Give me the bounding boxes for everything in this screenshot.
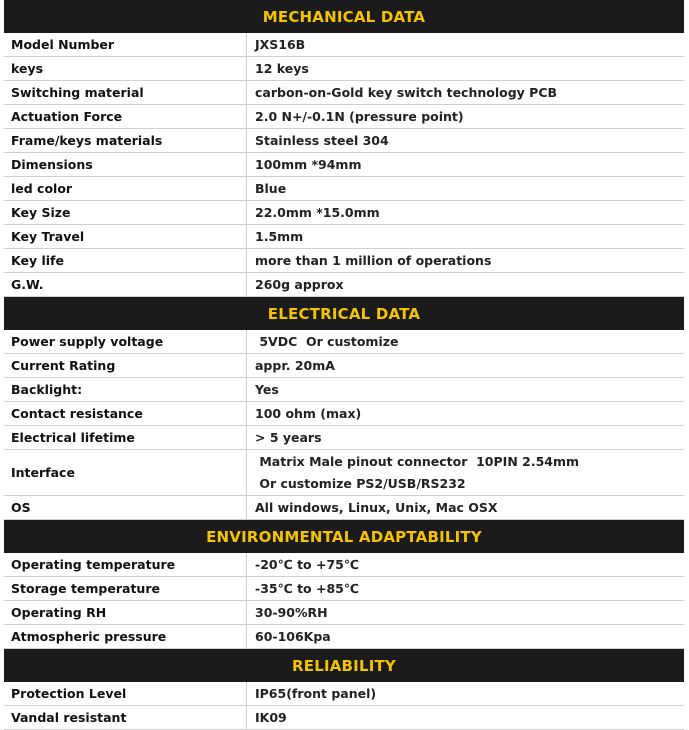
- row-value: 2.0 N+/-0.1N (pressure point): [255, 108, 464, 124]
- row-label: Key Travel: [4, 225, 247, 248]
- table-row: [4, 601, 684, 625]
- row-value: 5VDC Or customize: [255, 333, 399, 349]
- row-label: Protection Level: [4, 682, 247, 705]
- row-value: 22.0mm *15.0mm: [255, 204, 380, 220]
- table-row: [4, 354, 684, 378]
- table-row: [4, 81, 684, 105]
- row-label: Atmospheric pressure: [4, 625, 247, 648]
- row-value: IP65(front panel): [255, 685, 377, 701]
- row-value: more than 1 million of operations: [255, 252, 492, 268]
- row-label: Vandal resistant: [4, 706, 247, 729]
- row-label: Key Size: [4, 201, 247, 224]
- table-row: [4, 450, 684, 496]
- spec-table: [4, 0, 684, 730]
- row-value: 12 keys: [255, 60, 309, 76]
- table-row: [4, 496, 684, 520]
- row-value: JXS16B: [255, 36, 306, 52]
- row-label: Model Number: [4, 33, 247, 56]
- table-row: [4, 105, 684, 129]
- table-row: [4, 129, 684, 153]
- row-value: -20℃ to +75℃: [255, 556, 359, 572]
- table-row: [4, 402, 684, 426]
- table-row: [4, 706, 684, 730]
- table-row: [4, 577, 684, 601]
- section-header-environmental: ENVIRONMENTAL ADAPTABILITY: [4, 520, 684, 553]
- table-row: [4, 625, 684, 649]
- table-row: [4, 177, 684, 201]
- table-row: [4, 273, 684, 297]
- row-value: appr. 20mA: [255, 357, 335, 373]
- row-value: -35℃ to +85℃: [255, 580, 359, 596]
- row-value: Yes: [255, 381, 279, 397]
- row-label: Operating RH: [4, 601, 247, 624]
- row-value: All windows, Linux, Unix, Mac OSX: [255, 499, 498, 515]
- row-label: Current Rating: [4, 354, 247, 377]
- row-value: 30-90%RH: [255, 604, 328, 620]
- row-value: Blue: [255, 180, 287, 196]
- row-label: OS: [4, 496, 247, 519]
- table-row: [4, 225, 684, 249]
- row-value: 100mm *94mm: [255, 156, 362, 172]
- row-label: Contact resistance: [4, 402, 247, 425]
- table-row: [4, 553, 684, 577]
- row-value: 60-106Kpa: [255, 628, 331, 644]
- row-label: Interface: [4, 450, 247, 495]
- table-row: [4, 33, 684, 57]
- table-row: [4, 249, 684, 273]
- row-label: Storage temperature: [4, 577, 247, 600]
- row-label: Operating temperature: [4, 553, 247, 576]
- row-label: led color: [4, 177, 247, 200]
- row-value: 1.5mm: [255, 228, 304, 244]
- row-label: Electrical lifetime: [4, 426, 247, 449]
- row-label: Frame/keys materials: [4, 129, 247, 152]
- section-header-mechanical: MECHANICAL DATA: [4, 0, 684, 33]
- row-label: Actuation Force: [4, 105, 247, 128]
- row-value: Stainless steel 304: [255, 132, 389, 148]
- row-value: carbon-on-Gold key switch technology PCB: [255, 84, 558, 100]
- row-label: Dimensions: [4, 153, 247, 176]
- row-label: Power supply voltage: [4, 330, 247, 353]
- table-row: [4, 201, 684, 225]
- table-row: [4, 57, 684, 81]
- row-label: keys: [4, 57, 247, 80]
- section-header-reliability: RELIABILITY: [4, 649, 684, 682]
- table-row: [4, 682, 684, 706]
- table-row: [4, 426, 684, 450]
- row-label: Key life: [4, 249, 247, 272]
- row-value: Matrix Male pinout connector 10PIN 2.54mm Or customize PS2/USB/RS232: [255, 453, 580, 491]
- row-value: IK09: [255, 709, 287, 725]
- section-header-electrical: ELECTRICAL DATA: [4, 297, 684, 330]
- row-value: 100 ohm (max): [255, 405, 362, 421]
- row-label: G.W.: [4, 273, 247, 296]
- row-value: 260g approx: [255, 276, 344, 292]
- row-label: Switching material: [4, 81, 247, 104]
- row-value: > 5 years: [255, 429, 322, 445]
- table-row: [4, 330, 684, 354]
- table-row: [4, 378, 684, 402]
- row-label: Backlight:: [4, 378, 247, 401]
- table-row: [4, 153, 684, 177]
